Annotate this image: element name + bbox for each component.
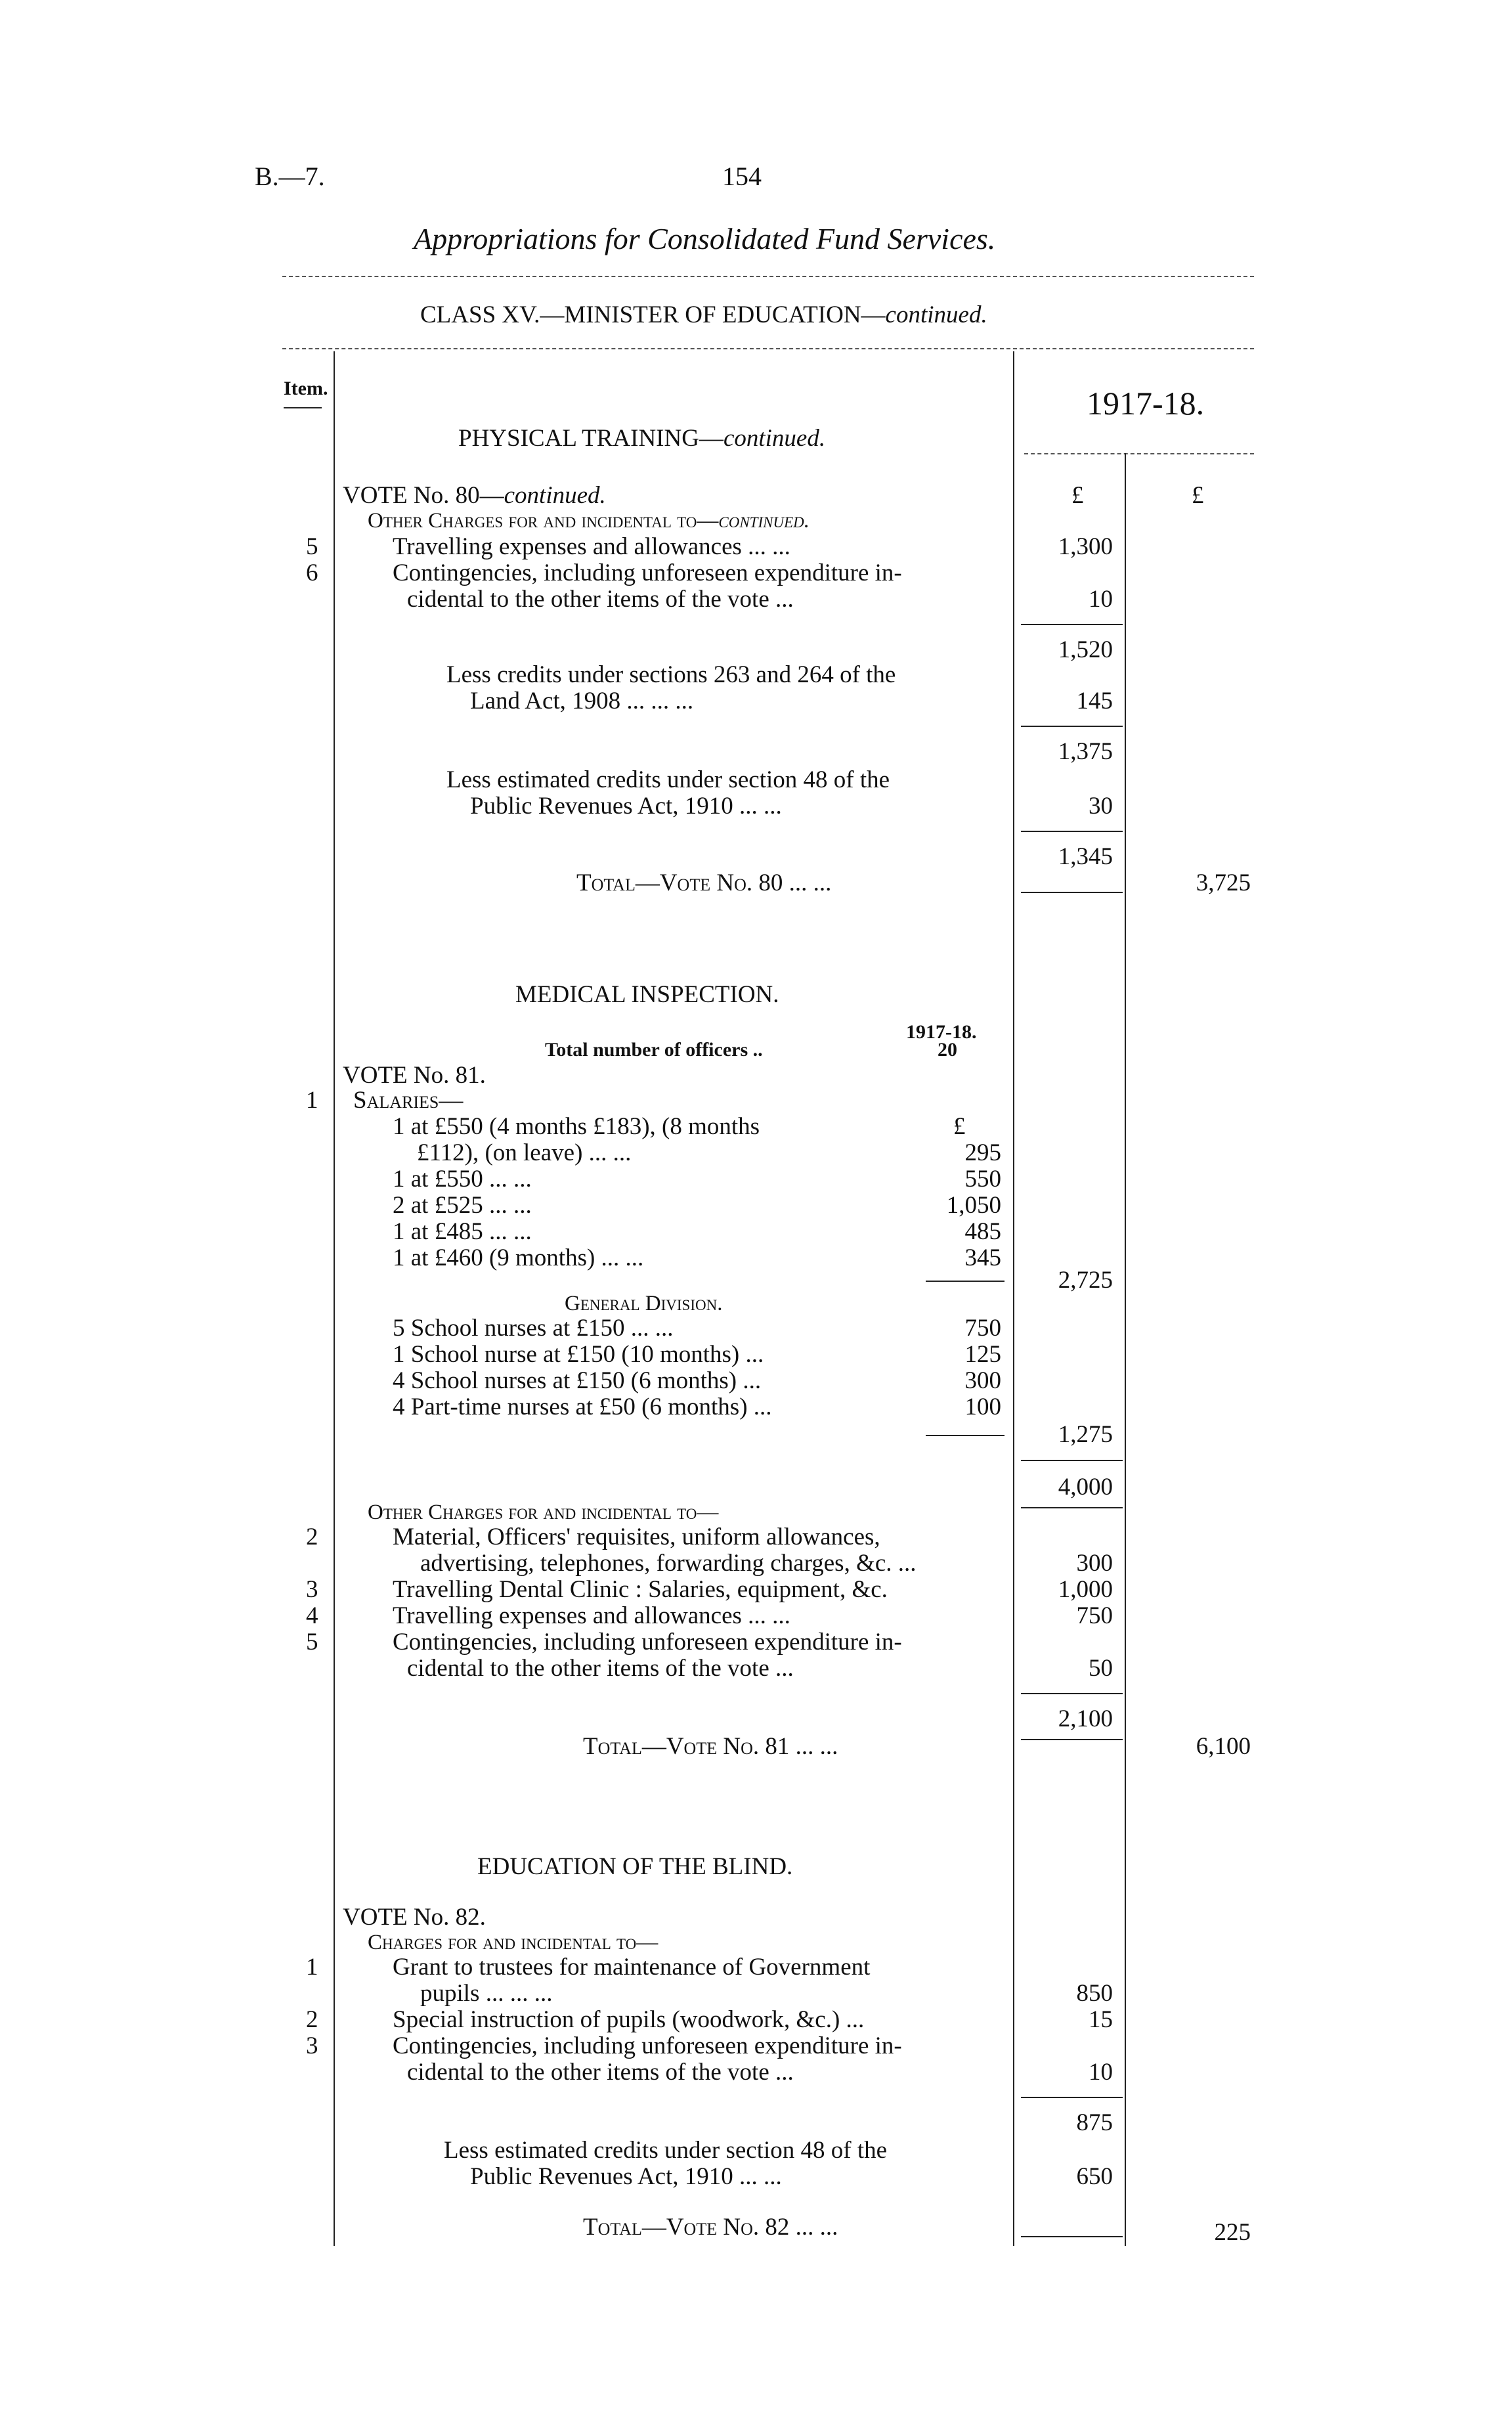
salary-amount: 1,050 bbox=[946, 1192, 1001, 1219]
line-item-label: Special instruction of pupils (woodwork, &c.) ... bbox=[393, 2006, 865, 2033]
education-of-blind-heading: EDUCATION OF THE BLIND. bbox=[477, 1853, 793, 1880]
nurse-amount: 100 bbox=[964, 1393, 1001, 1420]
line-item-label-continued: cidental to the other items of the vote ... bbox=[407, 586, 794, 613]
pound-sign: £ bbox=[1071, 482, 1084, 509]
vote-total-label: Total—Vote No. 81 ... ... bbox=[583, 1733, 838, 1760]
item-number: 3 bbox=[306, 2032, 318, 2059]
item-column-header: Item. bbox=[284, 378, 328, 399]
salaries-heading: Salaries— bbox=[353, 1087, 464, 1114]
subtotal: 1,345 bbox=[1058, 843, 1113, 870]
officers-year: 1917-18. bbox=[906, 1021, 977, 1043]
less-credits-amount: 30 bbox=[1089, 793, 1113, 820]
item-number: 1 bbox=[306, 1087, 318, 1114]
less-credits-amount: 145 bbox=[1076, 688, 1113, 714]
sum-rule bbox=[1021, 1693, 1123, 1694]
pound-sign: £ bbox=[953, 1113, 966, 1140]
vote-total: 225 bbox=[1214, 2219, 1251, 2246]
salary-amount: 345 bbox=[964, 1244, 1001, 1271]
charges-heading: Charges for and incidental to— bbox=[368, 1931, 659, 1954]
physical-training-heading: PHYSICAL TRAINING—continued. bbox=[458, 425, 826, 452]
line-item-label-continued: pupils ... ... ... bbox=[420, 1980, 553, 2007]
sum-rule bbox=[1021, 1739, 1123, 1740]
line-item-amount: 1,300 bbox=[1058, 533, 1113, 560]
sum-rule bbox=[1021, 1507, 1123, 1508]
nurse-amount: 750 bbox=[964, 1315, 1001, 1342]
sum-rule bbox=[1021, 726, 1123, 727]
less-credits-label-continued: Land Act, 1908 ... ... ... bbox=[470, 688, 694, 714]
salaries-total: 4,000 bbox=[1058, 1474, 1113, 1501]
vote-total: 3,725 bbox=[1196, 869, 1251, 896]
less-credits-label-continued: Public Revenues Act, 1910 ... ... bbox=[470, 2163, 782, 2190]
line-item-label: Travelling expenses and allowances ... ... bbox=[393, 1602, 790, 1629]
salary-line: 1 at £550 (4 months £183), (8 months bbox=[393, 1113, 760, 1140]
salary-line: 1 at £460 (9 months) ... ... bbox=[393, 1244, 644, 1271]
sum-rule bbox=[926, 1435, 1004, 1436]
page-title: Appropriations for Consolidated Fund Services. bbox=[414, 222, 996, 255]
document-reference: B.—7. bbox=[255, 162, 325, 191]
line-item-amount: 10 bbox=[1089, 2059, 1113, 2086]
subtotal: 1,375 bbox=[1058, 738, 1113, 765]
item-number: 2 bbox=[306, 1524, 318, 1550]
sum-rule bbox=[1021, 1460, 1123, 1461]
officers-label: Total number of officers .. bbox=[545, 1039, 763, 1061]
line-item-amount: 50 bbox=[1089, 1655, 1113, 1682]
amount-column-divider bbox=[1125, 453, 1126, 2246]
header-rule bbox=[282, 276, 1254, 277]
pound-sign: £ bbox=[1192, 482, 1204, 509]
less-credits-label-continued: Public Revenues Act, 1910 ... ... bbox=[470, 793, 782, 820]
line-item-label: Contingencies, including unforeseen expenditure in- bbox=[393, 559, 902, 586]
line-item-label: Travelling expenses and allowances ... ... bbox=[393, 533, 790, 560]
officers-count: 20 bbox=[938, 1039, 957, 1061]
subtotal: 2,100 bbox=[1058, 1705, 1113, 1732]
vote-total-label: Total—Vote No. 82 ... ... bbox=[583, 2214, 838, 2241]
line-item-amount: 1,000 bbox=[1058, 1576, 1113, 1603]
line-item-label-continued: cidental to the other items of the vote ... bbox=[407, 1655, 794, 1682]
subtotal: 875 bbox=[1076, 2109, 1113, 2136]
line-item-label: Grant to trustees for maintenance of Government bbox=[393, 1954, 871, 1981]
vote-total: 6,100 bbox=[1196, 1733, 1251, 1760]
general-division-heading: General Division. bbox=[565, 1292, 723, 1315]
item-number: 5 bbox=[306, 533, 318, 560]
other-charges-heading: Other Charges for and incidental to— bbox=[368, 1501, 719, 1524]
line-item-label-continued: advertising, telephones, forwarding charges, &c. ... bbox=[420, 1550, 917, 1577]
line-item-amount: 300 bbox=[1076, 1550, 1113, 1577]
subtotal: 1,520 bbox=[1058, 636, 1113, 663]
class-title: CLASS XV.—MINISTER OF EDUCATION—continued. bbox=[420, 301, 987, 328]
vote-80-heading: VOTE No. 80—continued. bbox=[343, 482, 606, 509]
nurse-line: 4 Part-time nurses at £50 (6 months) ... bbox=[393, 1393, 772, 1420]
year-header-rule bbox=[1024, 453, 1254, 454]
text-column-divider bbox=[1013, 351, 1014, 2246]
line-item-label: Contingencies, including unforeseen expenditure in- bbox=[393, 2032, 902, 2059]
vote-81-heading: VOTE No. 81. bbox=[343, 1062, 486, 1089]
page-number: 154 bbox=[722, 162, 762, 191]
salary-amount: 485 bbox=[964, 1218, 1001, 1245]
year-column-header: 1917-18. bbox=[1087, 385, 1205, 422]
line-item-amount: 15 bbox=[1089, 2006, 1113, 2033]
sum-rule bbox=[1021, 892, 1123, 893]
item-number: 6 bbox=[306, 559, 318, 586]
nurse-amount: 125 bbox=[964, 1341, 1001, 1368]
nurse-line: 5 School nurses at £150 ... ... bbox=[393, 1315, 674, 1342]
sum-rule bbox=[926, 1281, 1004, 1282]
item-number: 2 bbox=[306, 2006, 318, 2033]
item-column-divider bbox=[334, 351, 335, 2246]
line-item-label: Material, Officers' requisites, uniform allowances, bbox=[393, 1524, 880, 1550]
line-item-amount: 750 bbox=[1076, 1602, 1113, 1629]
salaries-subtotal: 2,725 bbox=[1058, 1267, 1113, 1294]
item-number: 5 bbox=[306, 1629, 318, 1656]
less-credits-label: Less estimated credits under section 48 of the bbox=[444, 2137, 888, 2164]
item-number: 1 bbox=[306, 1954, 318, 1981]
vote-82-heading: VOTE No. 82. bbox=[343, 1904, 486, 1931]
salary-amount: 295 bbox=[964, 1139, 1001, 1166]
item-number: 4 bbox=[306, 1602, 318, 1629]
sum-rule bbox=[1021, 2236, 1123, 2237]
medical-inspection-heading: MEDICAL INSPECTION. bbox=[515, 981, 779, 1008]
item-number: 3 bbox=[306, 1576, 318, 1603]
class-rule bbox=[282, 348, 1254, 349]
salary-line: £112), (on leave) ... ... bbox=[417, 1139, 632, 1166]
nurse-line: 4 School nurses at £150 (6 months) ... bbox=[393, 1367, 762, 1394]
less-credits-amount: 650 bbox=[1076, 2163, 1113, 2190]
general-division-subtotal: 1,275 bbox=[1058, 1421, 1113, 1448]
sum-rule bbox=[1021, 624, 1123, 625]
line-item-label: Contingencies, including unforeseen expenditure in- bbox=[393, 1629, 902, 1656]
less-credits-label: Less credits under sections 263 and 264 of the bbox=[446, 661, 896, 688]
vote-total-label: Total—Vote No. 80 ... ... bbox=[576, 869, 832, 896]
salary-amount: 550 bbox=[964, 1166, 1001, 1193]
sum-rule bbox=[1021, 2097, 1123, 2098]
line-item-label: Travelling Dental Clinic : Salaries, equipment, &c. bbox=[393, 1576, 888, 1603]
salary-line: 1 at £485 ... ... bbox=[393, 1218, 532, 1245]
other-charges-heading: Other Charges for and incidental to—continued. bbox=[368, 509, 810, 533]
line-item-label-continued: cidental to the other items of the vote ... bbox=[407, 2059, 794, 2086]
item-header-rule bbox=[284, 407, 322, 408]
salary-line: 1 at £550 ... ... bbox=[393, 1166, 532, 1193]
line-item-amount: 10 bbox=[1089, 586, 1113, 613]
less-credits-label: Less estimated credits under section 48 of the bbox=[446, 766, 890, 793]
sum-rule bbox=[1021, 831, 1123, 832]
nurse-line: 1 School nurse at £150 (10 months) ... bbox=[393, 1341, 764, 1368]
salary-line: 2 at £525 ... ... bbox=[393, 1192, 532, 1219]
nurse-amount: 300 bbox=[964, 1367, 1001, 1394]
line-item-amount: 850 bbox=[1076, 1980, 1113, 2007]
